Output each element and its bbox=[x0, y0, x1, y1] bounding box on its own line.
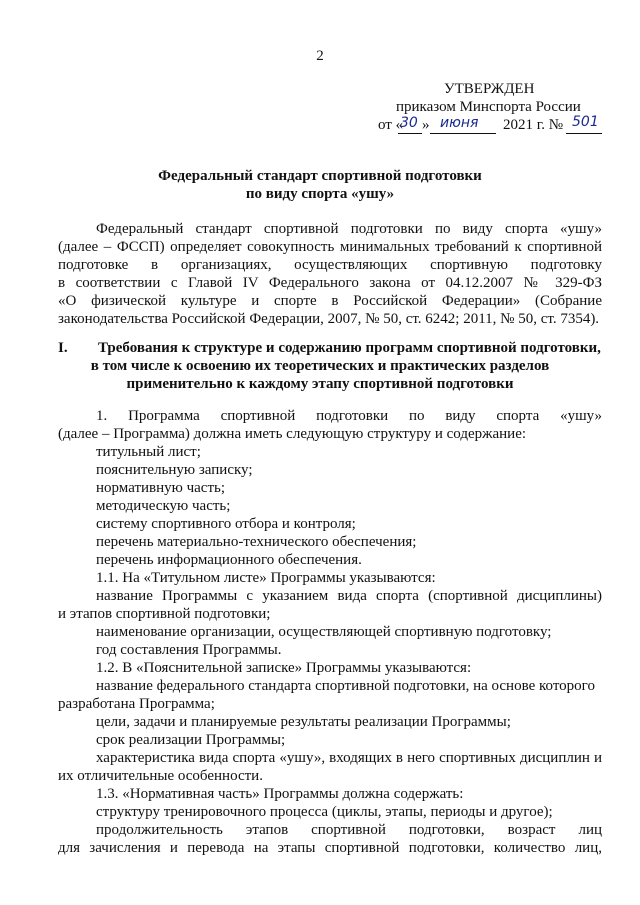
list-item-material-support: перечень материально-технического обеспечения; bbox=[96, 534, 417, 550]
body-line-23: структуру тренировочного процесса (циклы, этапы, периоды и другое); bbox=[96, 804, 553, 820]
list-item-info-support: перечень информационного обеспечения. bbox=[96, 552, 362, 568]
approval-date-prefix: от « bbox=[378, 117, 404, 133]
body-line-1: 1. Программа спортивной подготовки по виду спорта «ушу» bbox=[96, 408, 602, 424]
list-item-methodical-part: методическую часть; bbox=[96, 498, 231, 514]
body-line-19: срок реализации Программы; bbox=[96, 732, 286, 748]
approval-year: 2021 г. № bbox=[503, 117, 564, 133]
intro-line-4: в соответствии с Главой IV Федерального закона от 04.12.2007 № 329-ФЗ bbox=[58, 275, 602, 291]
body-line-17: разработана Программа; bbox=[58, 696, 215, 712]
body-line-18: цели, задачи и планируемые результаты реализации Программы; bbox=[96, 714, 511, 730]
approval-order: приказом Минспорта России bbox=[396, 99, 581, 115]
month-underline bbox=[430, 133, 496, 134]
body-line-12: и этапов спортивной подготовки; bbox=[58, 606, 271, 622]
intro-line-5: «О физической культуре и спорте в Российской Федерации» (Собрание bbox=[58, 293, 602, 309]
body-line-16: название федерального стандарта спортивной подготовки, на основе которого bbox=[96, 678, 595, 694]
approval-heading: УТВЕРЖДЕН bbox=[444, 81, 535, 97]
intro-line-1: Федеральный стандарт спортивной подготовки по виду спорта «ушу» bbox=[96, 221, 602, 237]
body-line-14: год составления Программы. bbox=[96, 642, 282, 658]
body-line-25: для зачисления и перевода на этапы спортивной подготовки, количество лиц, bbox=[58, 840, 602, 856]
handwritten-month: июня bbox=[440, 115, 479, 131]
document-title-line2: по виду спорта «ушу» bbox=[245, 186, 395, 202]
intro-line-6: законодательства Российской Федерации, 2007, № 50, ст. 6242; 2011, № 50, ст. 7354). bbox=[58, 311, 600, 327]
body-line-13: наименование организации, осуществляющей спортивную подготовку; bbox=[96, 624, 552, 640]
body-line-11: название Программы с указанием вида спорта (спортивной дисциплины) bbox=[96, 588, 602, 604]
list-item-title-page: титульный лист; bbox=[96, 444, 201, 460]
body-line-24: продолжительность этапов спортивной подготовки, возраст лиц bbox=[96, 822, 602, 838]
document-title-line1: Федеральный стандарт спортивной подготовки bbox=[158, 168, 482, 184]
body-line-21: их отличительные особенности. bbox=[58, 768, 263, 784]
list-item-normative-part: нормативную часть; bbox=[96, 480, 226, 496]
subsection-1-2: 1.2. В «Пояснительной записке» Программы указываются: bbox=[96, 660, 472, 676]
body-line-20: характеристика вида спорта «ушу», входящих в него спортивных дисциплин и bbox=[96, 750, 602, 766]
number-underline bbox=[566, 133, 602, 134]
list-item-explanatory-note: пояснительную записку; bbox=[96, 462, 253, 478]
approval-quote-close: » bbox=[422, 117, 430, 133]
section-numeral: I. bbox=[58, 340, 68, 356]
handwritten-day: 30 bbox=[400, 115, 418, 131]
subsection-1-3: 1.3. «Нормативная часть» Программы должна содержать: bbox=[96, 786, 464, 802]
page-number: 2 bbox=[316, 48, 324, 64]
body-line-2: (далее – Программа) должна иметь следующую структуру и содержание: bbox=[58, 426, 527, 442]
day-underline bbox=[398, 133, 422, 134]
subsection-1-1: 1.1. На «Титульном листе» Программы указываются: bbox=[96, 570, 436, 586]
section-heading-line3: применительно к каждому этапу спортивной подготовки bbox=[126, 376, 514, 392]
section-heading-line2: в том числе к освоению их теоретических и практических разделов bbox=[90, 358, 550, 374]
section-heading-line1: Требования к структуре и содержанию программ спортивной подготовки, bbox=[98, 340, 601, 356]
intro-line-3: подготовке в организациях, осуществляющих спортивную подготовку bbox=[58, 257, 602, 273]
list-item-selection-system: систему спортивного отбора и контроля; bbox=[96, 516, 356, 532]
handwritten-number: 501 bbox=[572, 114, 599, 130]
intro-line-2: (далее – ФССП) определяет совокупность минимальных требований к спортивной bbox=[58, 239, 602, 255]
